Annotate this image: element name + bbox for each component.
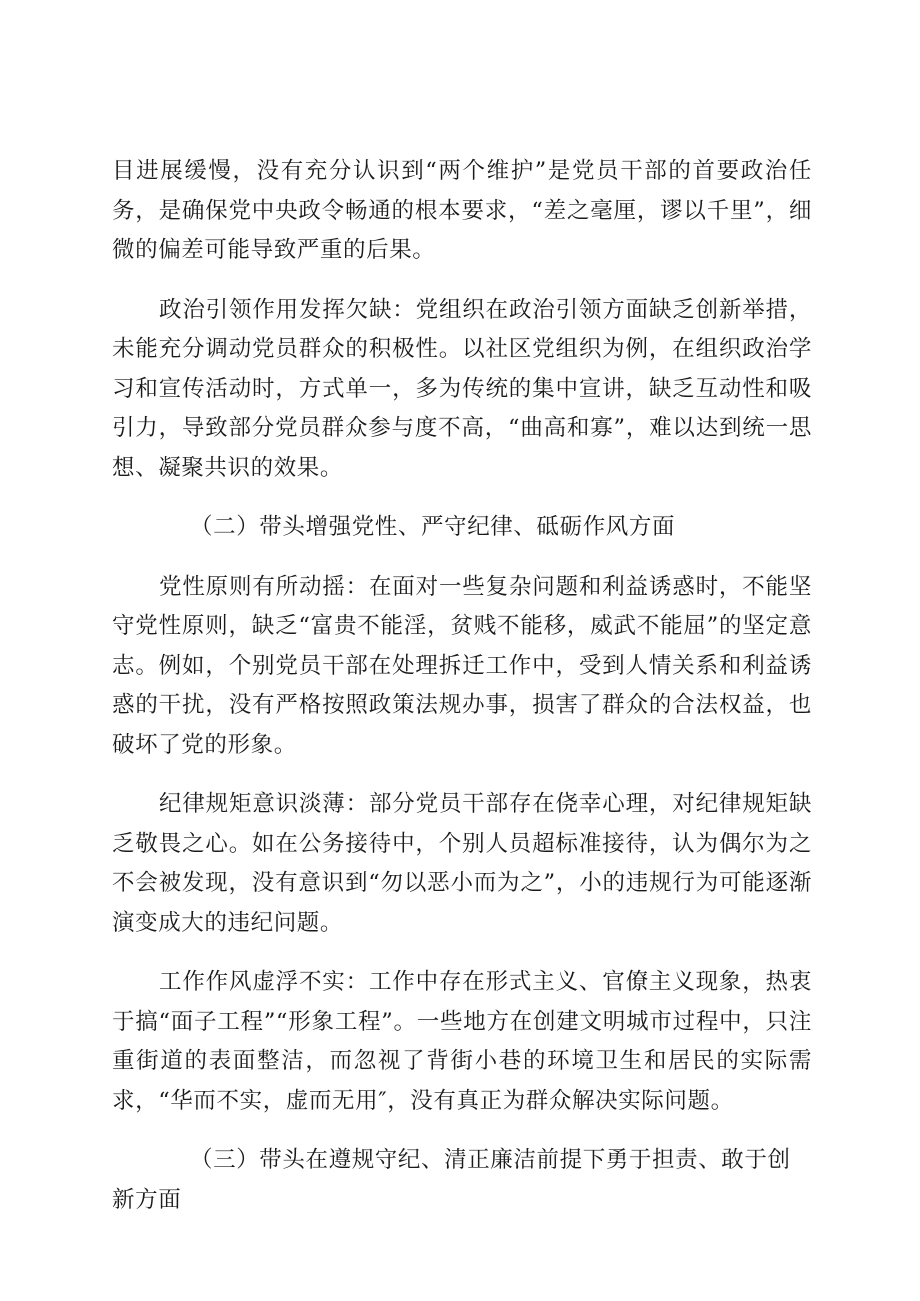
paragraph-discipline-awareness: 纪律规矩意识淡薄：部分党员干部存在侥幸心理，对纪律规矩缺乏敬畏之心。如在公务接待中，个别人员超标准接待，认为偶尔为之不会被发现，没有意识到“勿以恶小而为之”，小的违规行为可能逐渐演变成大的违纪问题。 bbox=[112, 791, 812, 936]
paragraph-political-leadership: 政治引领作用发挥欠缺：党组织在政治引领方面缺乏创新举措，未能充分调动党员群众的积极性。以社区党组织为例，在组织政治学习和宣传活动时，方式单一，多为传统的集中宣讲，缺乏互动性和吸引力，导致部分党员群众参与度不高，“曲高和寡”，难以达到统一思想、凝聚共识的效果。 bbox=[112, 296, 812, 481]
paragraph-work-style: 工作作风虚浮不实：工作中存在形式主义、官僚主义现象，热衷于搞“面子工程”“形象工程”。一些地方在创建文明城市过程中，只注重街道的表面整洁，而忽视了背街小巷的环境卫生和居民的实际需求，“华而不实，虚而无用″，没有真正为群众解决实际问题。 bbox=[112, 969, 812, 1114]
paragraph-continuation: 目进展缓慢，没有充分认识到“两个维护”是党员干部的首要政治任务，是确保党中央政令畅通的根本要求，“差之毫厘，谬以千里”，细微的偏差可能导致严重的后果。 bbox=[112, 158, 812, 263]
section-heading-2: （二）带头增强党性、严守纪律、砥砺作风方面 bbox=[190, 514, 676, 540]
section-heading-3: （三）带头在遵规守纪、清正廉洁前提下勇于担责、敢于创新方面 bbox=[112, 1147, 791, 1213]
document-body bbox=[112, 152, 812, 1240]
paragraph-party-principle: 党性原则有所动摇：在面对一些复杂问题和利益诱惑时，不能坚守党性原则，缺乏“富贵不能淫，贫贱不能移，威武不能屈”的坚定意志。例如，个别党员干部在处理拆迁工作中，受到人情关系和利益诱惑的干扰，没有严格按照政策法规办事，损害了群众的合法权益，也破坏了党的形象。 bbox=[112, 573, 812, 758]
